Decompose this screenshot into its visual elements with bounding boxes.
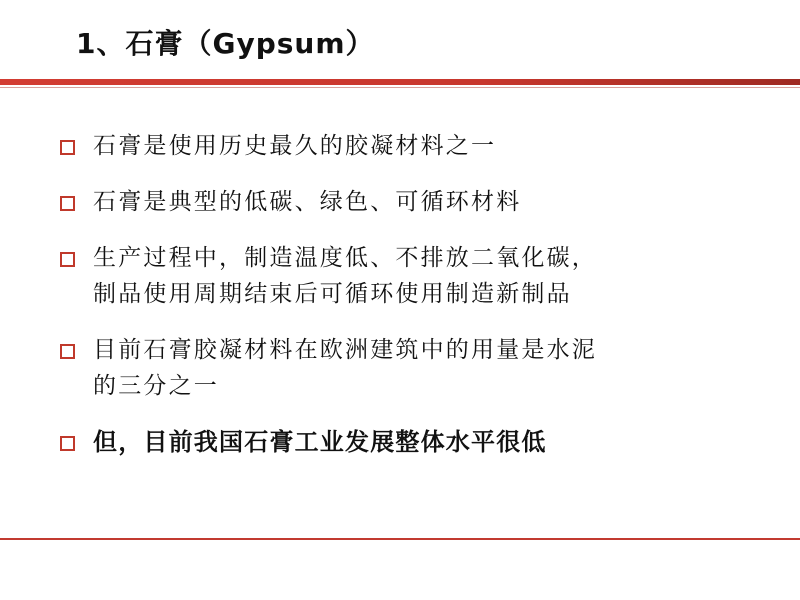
hollow-square-bullet-icon — [60, 344, 75, 359]
title-underline-thin-rule — [0, 87, 800, 88]
slide-title: 1、石膏（Gypsum） — [76, 27, 375, 60]
bullet-text: 石膏是典型的低碳、绿色、可循环材料 — [93, 189, 522, 215]
bullet-text: 生产过程中，制造温度低、不排放二氧化碳， — [93, 245, 597, 271]
bullet-text-continuation: 制品使用周期结束后可循环使用制造新制品 — [93, 281, 572, 307]
bullet-item — [60, 424, 760, 460]
bullet-list — [60, 128, 760, 460]
hollow-square-bullet-icon — [60, 196, 75, 211]
hollow-square-bullet-icon — [60, 252, 75, 267]
hollow-square-bullet-icon — [60, 436, 75, 451]
hollow-square-bullet-icon — [60, 140, 75, 155]
bullet-item — [60, 240, 760, 312]
footer-rule — [0, 538, 800, 540]
bullet-text: 目前石膏胶凝材料在欧洲建筑中的用量是水泥 — [93, 337, 597, 363]
bullet-item — [60, 332, 760, 404]
bullet-text-continuation: 的三分之一 — [93, 373, 219, 399]
bullet-text: 石膏是使用历史最久的胶凝材料之一 — [93, 133, 497, 159]
title-underline-rule — [0, 79, 800, 85]
bullet-item — [60, 128, 760, 164]
bullet-text: 但，目前我国石膏工业发展整体水平很低 — [93, 428, 547, 456]
bullet-item — [60, 184, 760, 220]
